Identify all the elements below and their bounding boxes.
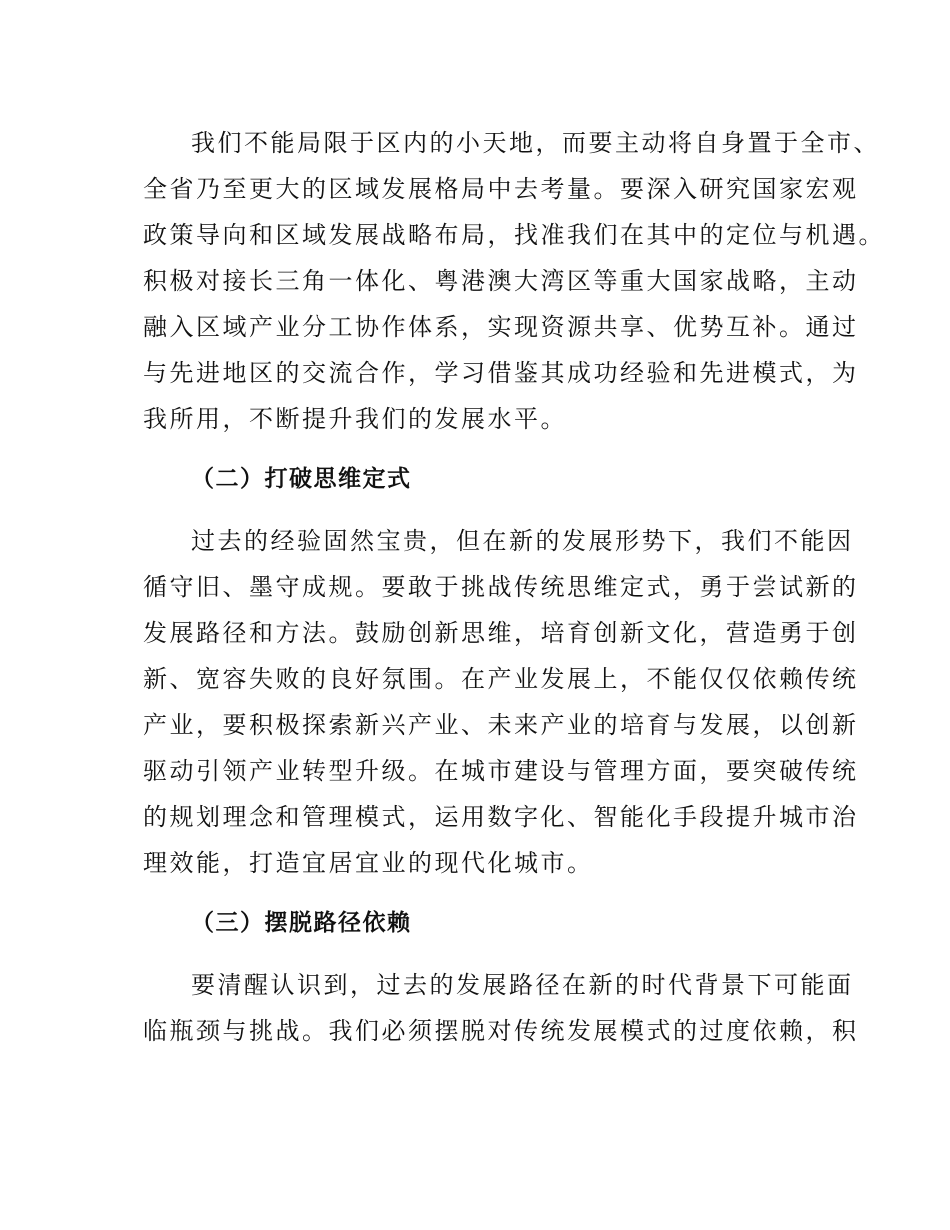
text-line: 产业，要积极探索新兴产业、未来产业的培育与发展，以创新 — [143, 711, 859, 739]
text-line: 的规划理念和管理模式，运用数字化、智能化手段提升城市治 — [143, 803, 859, 831]
paragraph-path-dependence — [143, 962, 859, 1054]
text-line: 政策导向和区域发展战略布局，找准我们在其中的定位与机遇。 — [143, 221, 885, 249]
text-line: 过去的经验固然宝贵，但在新的发展形势下，我们不能因 — [191, 527, 854, 555]
text-line: 理效能，打造宜居宜业的现代化城市。 — [143, 849, 594, 877]
text-line: 发展路径和方法。鼓励创新思维，培育创新文化，营造勇于创 — [143, 619, 859, 647]
text-line: 我们不能局限于区内的小天地，而要主动将自身置于全市、 — [191, 129, 880, 157]
text-line: 积极对接长三角一体化、粤港澳大湾区等重大国家战略，主动 — [143, 267, 859, 295]
document-body — [143, 120, 885, 1068]
text-line: 要清醒认识到，过去的发展路径在新的时代背景下可能面 — [191, 971, 854, 999]
text-line: 全省乃至更大的区域发展格局中去考量。要深入研究国家宏观 — [143, 175, 859, 203]
paragraph-break-thinking — [143, 518, 859, 886]
text-line: 我所用，不断提升我们的发展水平。 — [143, 405, 567, 433]
text-line: 新、宽容失败的良好氛围。在产业发展上，不能仅仅依赖传统 — [143, 665, 859, 693]
text-line: 循守旧、墨守成规。要敢于挑战传统思维定式，勇于尝试新的 — [143, 573, 859, 601]
section-heading-break-thinking: （二）打破思维定式 — [191, 466, 412, 492]
text-line: 驱动引领产业转型升级。在城市建设与管理方面，要突破传统 — [143, 757, 859, 785]
paragraph-regional-integration — [143, 120, 885, 442]
text-line: 临瓶颈与挑战。我们必须摆脱对传统发展模式的过度依赖，积 — [143, 1017, 859, 1045]
text-line: 融入区域产业分工协作体系，实现资源共享、优势互补。通过 — [143, 313, 859, 341]
text-line: 与先进地区的交流合作，学习借鉴其成功经验和先进模式，为 — [143, 359, 859, 387]
section-heading-path-dependence: （三）摆脱路径依赖 — [191, 910, 412, 936]
